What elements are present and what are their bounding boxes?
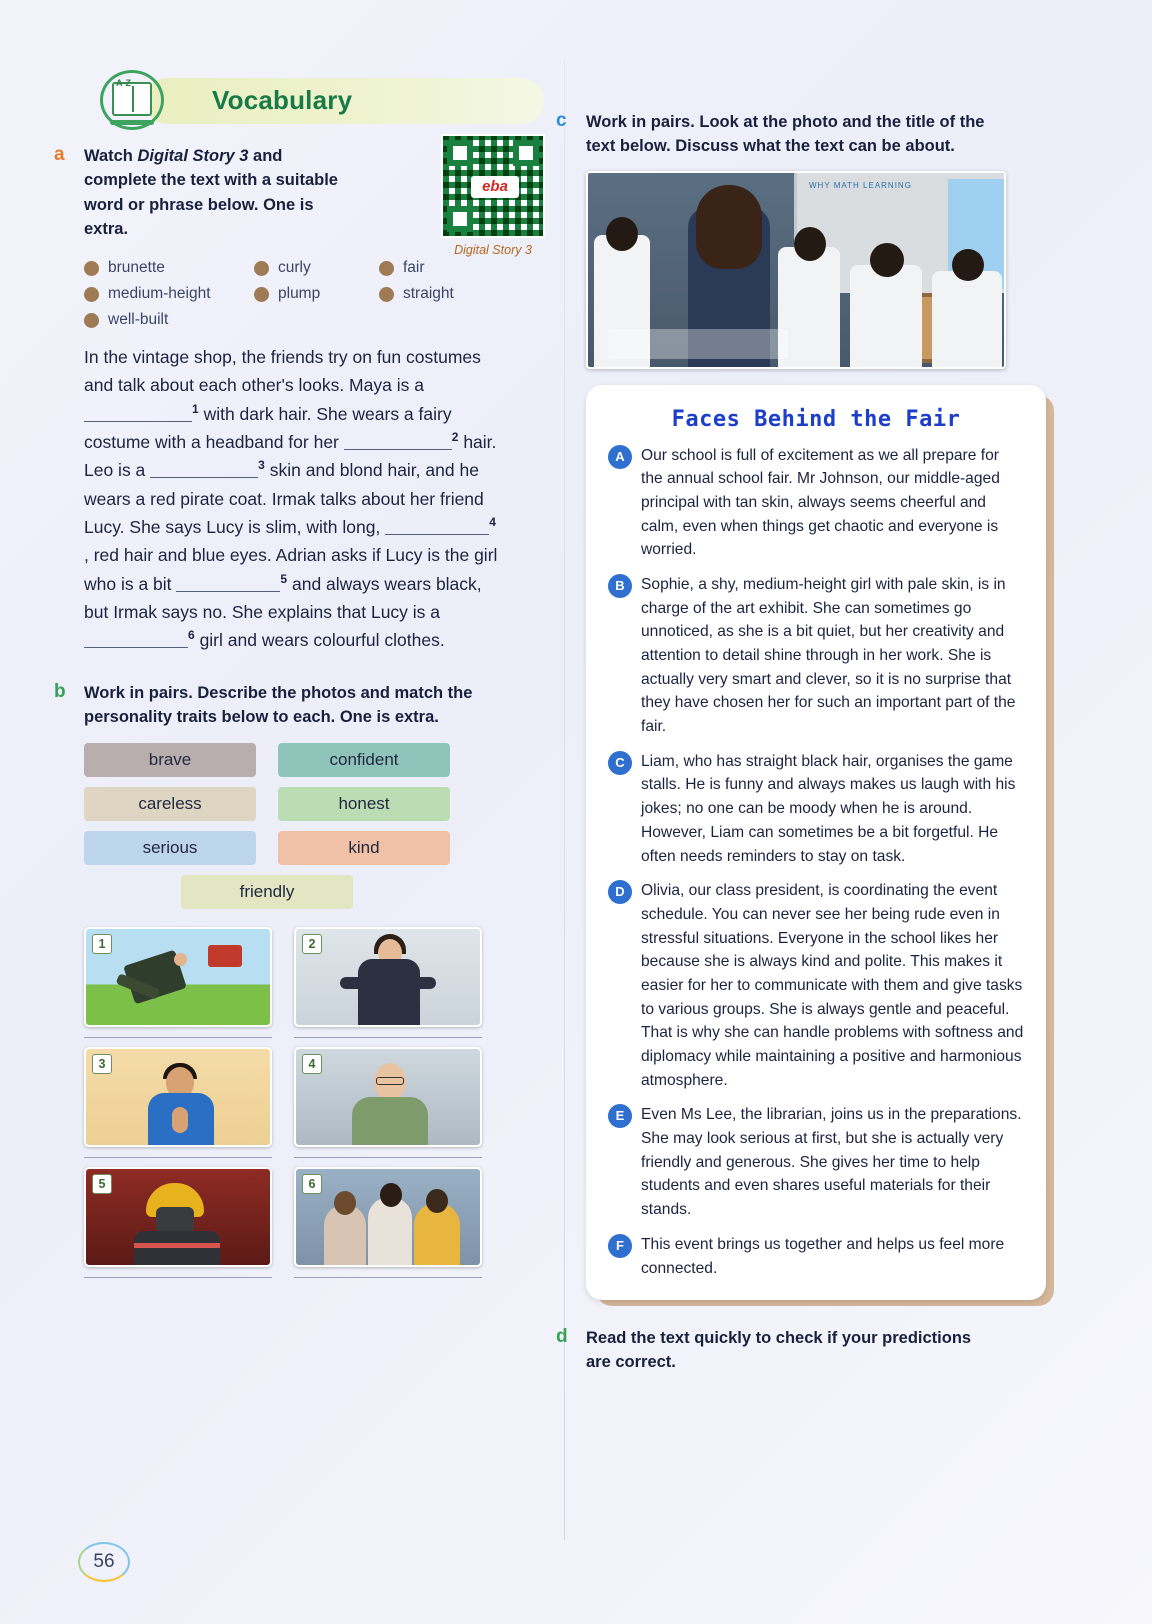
answer-line-6[interactable] bbox=[294, 1277, 482, 1278]
photo-2 bbox=[294, 927, 482, 1027]
word-bank bbox=[84, 259, 514, 329]
cloze-blank-4[interactable] bbox=[385, 518, 489, 536]
paragraph-badge-d: D bbox=[608, 880, 632, 904]
photo-number: 3 bbox=[92, 1054, 112, 1074]
paragraph-text-b: Sophie, a shy, medium-height girl with pale skin, is in charge of the art exhibit. She can sometimes go unnoticed, as she is a bit quiet, but her creativity and attention to detail shine through in her work. She is actually very smart and clever, so it is no surprise that they have chosen her for such an important part of the fair. bbox=[641, 575, 1016, 736]
section-header bbox=[84, 70, 554, 132]
photo-number: 5 bbox=[92, 1174, 112, 1194]
photo-student bbox=[932, 271, 1002, 369]
bullet-dot-icon bbox=[254, 287, 269, 302]
answer-line-5[interactable] bbox=[84, 1277, 272, 1278]
word-bank-item bbox=[379, 285, 499, 303]
photo-table-items bbox=[608, 329, 788, 359]
paragraph-text-f: This event brings us together and helps us feel more connected. bbox=[641, 1235, 1005, 1277]
answer-line-3[interactable] bbox=[84, 1157, 272, 1158]
cloze-blank-2[interactable] bbox=[344, 433, 452, 451]
photo-student bbox=[850, 265, 922, 369]
photo-cell bbox=[294, 1047, 482, 1158]
cloze-segment: with dark hair. She wears a fairy costume with a headband for her bbox=[84, 403, 452, 453]
bullet-dot-icon bbox=[254, 261, 269, 276]
cloze-segment: girl and wears colourful clothes. bbox=[199, 630, 445, 651]
photo-student-hair bbox=[606, 217, 638, 251]
task-c-instruction: Work in pairs. Look at the photo and the title of the text below. Discuss what the text can be about. bbox=[586, 113, 985, 156]
answer-line-4[interactable] bbox=[294, 1157, 482, 1158]
word-bank-item bbox=[84, 259, 254, 277]
cloze-segment: In the vintage shop, the friends try on fun costumes and talk about each other's looks. Maya is a bbox=[84, 347, 481, 396]
task-a-instruction bbox=[84, 144, 352, 241]
photo-student-hair bbox=[794, 227, 826, 261]
reading-paragraph bbox=[608, 879, 1024, 1092]
column-divider bbox=[564, 60, 565, 1540]
task-d bbox=[556, 1326, 1046, 1375]
paragraph-badge-f: F bbox=[608, 1234, 632, 1258]
reading-paragraph bbox=[608, 1103, 1024, 1221]
word-bank-label: brunette bbox=[108, 259, 165, 276]
dictionary-icon-label: A-Z bbox=[116, 78, 131, 88]
paragraph-badge-a: A bbox=[608, 445, 632, 469]
paragraph-text-d: Olivia, our class president, is coordinating the event schedule. You can never see her being rude even in stressful situations. Everyone in the school likes her because she is always kind and polite. This makes it easier for her to communicate with them and give tasks to various groups. She is always gentle and peaceful. That is why she can handle problems with softness and diplomacy while maintaining a positive and harmonious atmosphere. bbox=[641, 882, 1024, 1089]
word-bank-label: curly bbox=[278, 259, 311, 276]
photo-cell bbox=[84, 1167, 272, 1278]
task-a bbox=[54, 144, 554, 655]
bullet-dot-icon bbox=[84, 313, 99, 328]
photo-grid bbox=[84, 927, 504, 1278]
word-bank-label: straight bbox=[403, 285, 454, 302]
photo-cell bbox=[294, 1167, 482, 1278]
section-title: Vocabulary bbox=[212, 85, 353, 115]
paragraph-text-e: Even Ms Lee, the librarian, joins us in the preparations. She may look serious at first, but she is actually very friendly and generous. She gives her time to help students and even shares useful materials for their stands. bbox=[641, 1106, 1022, 1219]
cloze-number-3: 3 bbox=[258, 458, 265, 473]
task-d-letter: d bbox=[556, 1326, 568, 1348]
photo-student-hair bbox=[952, 249, 984, 281]
trait-chip-serious[interactable]: serious bbox=[84, 831, 256, 865]
cloze-number-6: 6 bbox=[188, 628, 195, 643]
cloze-blank-5[interactable] bbox=[176, 574, 280, 592]
cloze-segment: , red hair and blue eyes. Adrian asks if Lucy is the girl who is a bit bbox=[84, 545, 498, 594]
cloze-segment: and always wears black, but Irmak says no. She explains that Lucy is a bbox=[84, 573, 482, 623]
trait-chip-brave[interactable]: brave bbox=[84, 743, 256, 777]
photo-4 bbox=[294, 1047, 482, 1147]
dictionary-icon bbox=[100, 70, 166, 132]
reading-title: Faces Behind the Fair bbox=[671, 406, 961, 432]
photo-number: 1 bbox=[92, 934, 112, 954]
trait-chip-honest[interactable]: honest bbox=[278, 787, 450, 821]
qr-code-icon[interactable] bbox=[441, 134, 545, 238]
trait-chip-careless[interactable]: careless bbox=[84, 787, 256, 821]
word-bank-label: plump bbox=[278, 285, 321, 302]
task-b bbox=[54, 680, 554, 1279]
task-b-instruction: Work in pairs. Describe the photos and match the personality traits below to each. One is extra. bbox=[84, 683, 473, 727]
cloze-number-1: 1 bbox=[192, 401, 199, 416]
word-bank-item bbox=[254, 285, 379, 303]
photo-board-text: WHY MATH LEARNING bbox=[809, 180, 912, 190]
task-c bbox=[556, 110, 1046, 369]
task-d-instruction: Read the text quickly to check if your predictions are correct. bbox=[586, 1329, 972, 1372]
word-bank-item bbox=[84, 285, 254, 303]
photo-number: 6 bbox=[302, 1174, 322, 1194]
photo-3 bbox=[84, 1047, 272, 1147]
word-bank-label: medium-height bbox=[108, 285, 211, 302]
reading-paragraph bbox=[608, 1233, 1024, 1280]
bullet-dot-icon bbox=[84, 261, 99, 276]
cloze-text bbox=[84, 343, 504, 655]
photo-number: 4 bbox=[302, 1054, 322, 1074]
photo-cell bbox=[84, 1047, 272, 1158]
trait-chip-friendly[interactable]: friendly bbox=[181, 875, 353, 909]
answer-line-2[interactable] bbox=[294, 1037, 482, 1038]
cloze-number-2: 2 bbox=[451, 430, 459, 445]
photo-student-hair bbox=[870, 243, 904, 277]
paragraph-badge-e: E bbox=[608, 1104, 632, 1128]
paragraph-text-a: Our school is full of excitement as we all prepare for the annual school fair. Mr Johnson, our middle-aged principal with tan skin, always seems cheerful and calm, even when things get chaotic and everyone is worried. bbox=[641, 446, 1000, 559]
eba-logo: eba bbox=[471, 176, 519, 198]
photo-cell bbox=[84, 927, 272, 1038]
word-bank-label: fair bbox=[403, 259, 425, 276]
cloze-blank-6[interactable] bbox=[84, 631, 188, 649]
reading-paragraph bbox=[608, 750, 1024, 868]
answer-line-1[interactable] bbox=[84, 1037, 272, 1038]
trait-chips bbox=[84, 743, 504, 909]
photo-cell bbox=[294, 927, 482, 1038]
cloze-segment: hair. Leo is a bbox=[84, 432, 497, 481]
photo-6 bbox=[294, 1167, 482, 1267]
trait-chip-kind[interactable]: kind bbox=[278, 831, 450, 865]
paragraph-text-c: Liam, who has straight black hair, organises the game stalls. He is funny and always makes us laugh with his jokes; no one can be moody when he is around. However, Liam can sometimes be a bit forgetful. He often needs reminders to stay on task. bbox=[641, 752, 1016, 865]
left-column bbox=[54, 70, 554, 1287]
bullet-dot-icon bbox=[84, 287, 99, 302]
qr-caption: Digital Story 3 bbox=[454, 243, 532, 257]
task-a-instruction-p1: Watch bbox=[84, 147, 138, 165]
paragraph-badge-b: B bbox=[608, 574, 632, 598]
photo-school-fair bbox=[586, 171, 1006, 369]
task-a-instruction-p2: and complete the text with a suitable word or phrase below. One is extra. bbox=[84, 147, 338, 238]
photo-number: 2 bbox=[302, 934, 322, 954]
photo-5 bbox=[84, 1167, 272, 1267]
right-column bbox=[556, 104, 1046, 1375]
task-a-instruction-em: Digital Story 3 bbox=[137, 147, 249, 165]
page-number bbox=[78, 1542, 130, 1582]
word-bank-item bbox=[84, 311, 254, 329]
cloze-number-4: 4 bbox=[489, 515, 496, 530]
reading-paragraph bbox=[608, 573, 1024, 739]
cloze-blank-1[interactable] bbox=[84, 404, 192, 422]
bullet-dot-icon bbox=[379, 287, 394, 302]
reading-card-inner bbox=[586, 385, 1046, 1301]
word-bank-item bbox=[254, 259, 379, 277]
task-b-letter: b bbox=[54, 680, 66, 702]
word-bank-item bbox=[379, 259, 499, 277]
bullet-dot-icon bbox=[379, 261, 394, 276]
page-number-value: 56 bbox=[93, 1551, 115, 1572]
cloze-blank-3[interactable] bbox=[150, 461, 258, 479]
cloze-number-5: 5 bbox=[280, 571, 288, 586]
paragraph-badge-c: C bbox=[608, 751, 632, 775]
reading-paragraph bbox=[608, 444, 1024, 562]
task-a-letter: a bbox=[54, 144, 65, 165]
task-c-letter: c bbox=[556, 110, 567, 131]
word-bank-label: well-built bbox=[108, 311, 169, 328]
trait-chip-confident[interactable]: confident bbox=[278, 743, 450, 777]
qr-block[interactable] bbox=[432, 134, 554, 257]
reading-text-card bbox=[586, 385, 1046, 1301]
cloze-segment: skin and blond hair, and he wears a red pirate coat. Irmak talks about her friend Lucy. She says Lucy is slim, with long, bbox=[84, 460, 484, 538]
photo-1 bbox=[84, 927, 272, 1027]
